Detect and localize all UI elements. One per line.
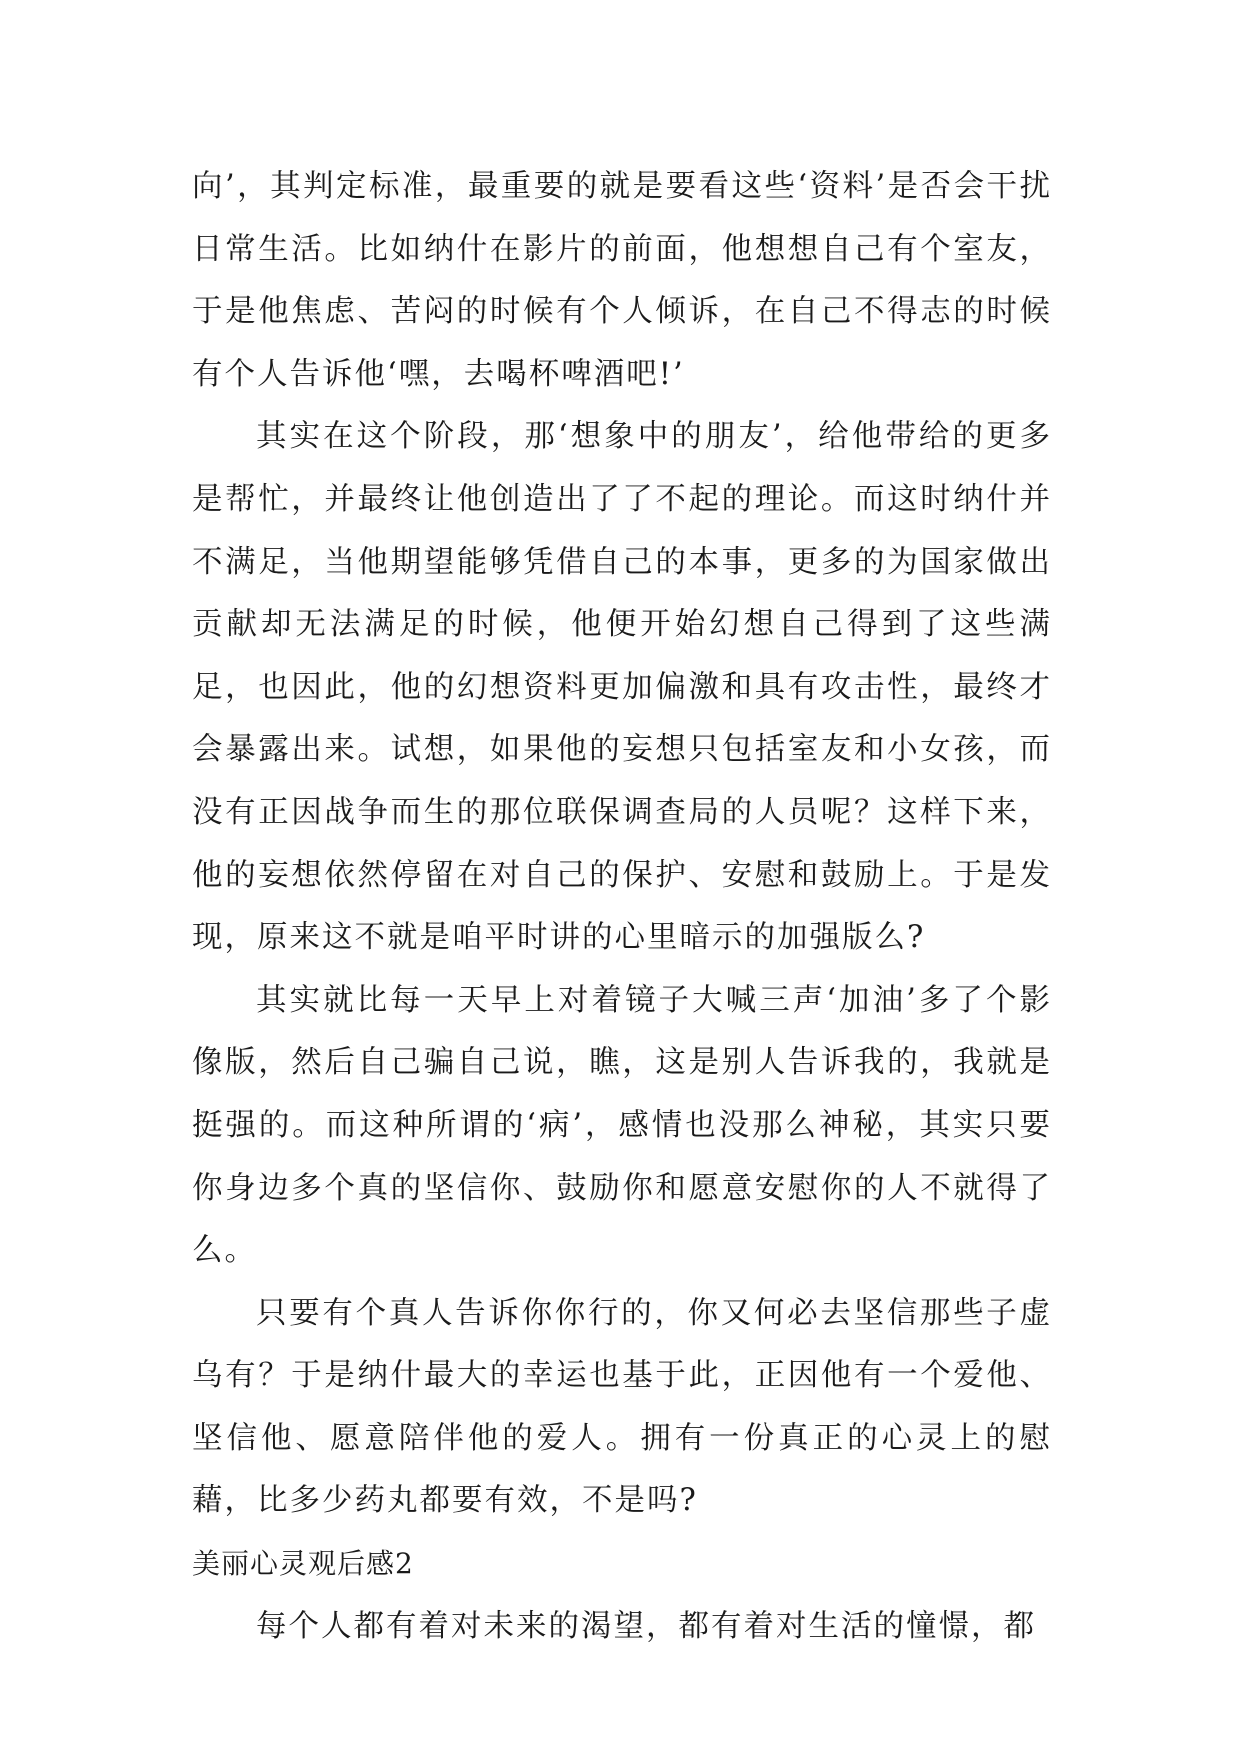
paragraph-5: 每个人都有着对未来的渴望，都有着对生活的憧憬，都 [256,1608,1036,1644]
document-body [192,156,1052,1658]
paragraph-2: 其实在这个阶段，那‘想象中的朋友’，给他带给的更多是帮忙，并最终让他创造出了了不起的理论。而这时纳什并不满足，当他期望能够凭借自己的本事，更多的为国家做出贡献却无法满足的时候，他便开始幻想自己得到了这些满足，也因此，他的幻想资料更加偏激和具有攻击性，最终才会暴露出来。试想，如果他的妄想只包括室友和小女孩，而没有正因战争而生的那位联保调查局的人员呢？这样下来，他的妄想依然停留在对自己的保护、安慰和鼓励上。于是发现，原来这不就是咱平时讲的心里暗示的加强版么? [192,419,1052,956]
paragraph-1: 向’，其判定标准，最重要的就是要看这些‘资料’是否会干扰日常生活。比如纳什在影片的前面，他想想自己有个室友，于是他焦虑、苦闷的时候有个人倾诉，在自己不得志的时候有个人告诉他‘嘿，去喝杯啤酒吧!’ [192,169,1052,392]
paragraph-3: 其实就比每一天早上对着镜子大喊三声‘加油’多了个影像版，然后自己骗自己说，瞧，这是别人告诉我的，我就是挺强的。而这种所谓的‘病’，感情也没那么神秘，其实只要你身边多个真的坚信你、鼓励你和愿意安慰你的人不就得了么。 [192,982,1052,1269]
section-heading: 美丽心灵观后感2 [192,1547,414,1581]
paragraph-4: 只要有个真人告诉你你行的，你又何必去坚信那些子虚乌有？于是纳什最大的幸运也基于此，正因他有一个爱他、坚信他、愿意陪伴他的爱人。拥有一份真正的心灵上的慰藉，比多少药丸都要有效，不是吗? [192,1295,1052,1519]
